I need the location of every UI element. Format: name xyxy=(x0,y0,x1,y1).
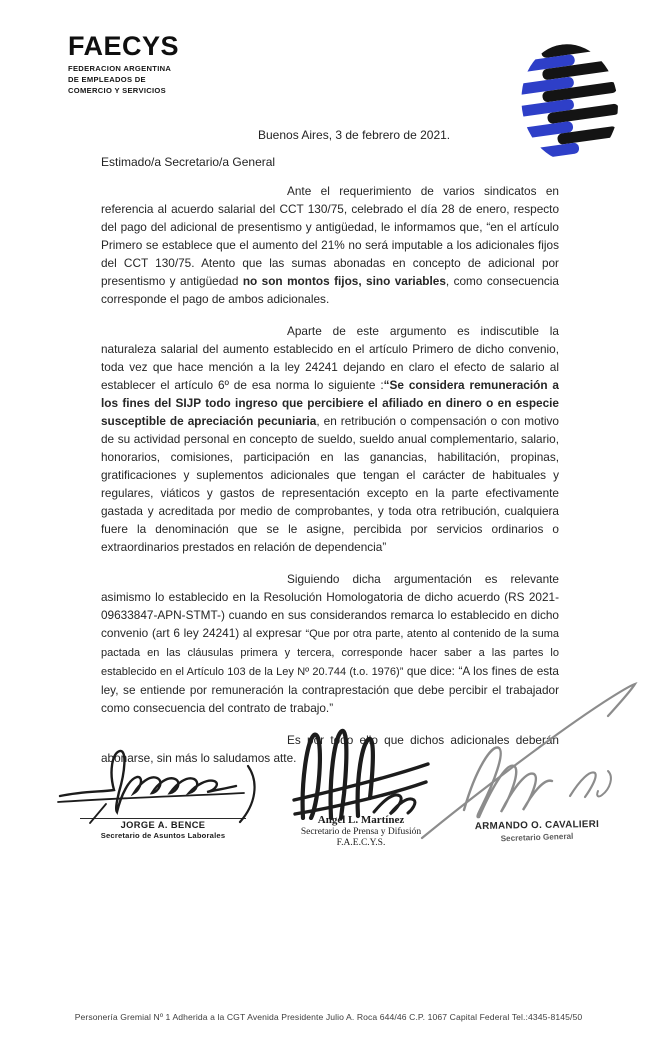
signer-title: Secretario de Prensa y Difusión xyxy=(300,827,422,837)
paragraph-1 xyxy=(101,182,559,308)
p3-resolution-quote: “Que por otra parte, atento al contenido de la suma pactada en las cláusulas primera y tercera, corresponde hacer saber a las partes lo establecido en el Artículo 103 de la Ley Nº 20.744 (t.o. 1976)” xyxy=(101,628,559,678)
signature-scrawl-bence xyxy=(56,746,268,826)
letterhead xyxy=(68,33,179,96)
signer-name: Angel L. Martínez xyxy=(317,814,405,826)
salutation: Estimado/a Secretario/a General xyxy=(101,155,276,169)
p1-bold-text: no son montos fijos, sino variables xyxy=(242,274,446,288)
footer-legal-line: Personería Gremial Nº 1 Adherida a la CGT Avenida Presidente Julio A. Roca 644/46 C.P. 1067 Capital Federal Tel.:4345-8145/50 xyxy=(74,1012,583,1022)
org-name xyxy=(68,63,179,96)
signer-title: Secretario General xyxy=(500,831,574,844)
signature-caption-bence xyxy=(80,818,246,840)
signature-block-bence xyxy=(56,746,274,840)
signature-scrawl-cavalieri xyxy=(410,640,657,845)
p1-text-start: Ante el requerimiento de varios sindicatos en referencia al acuerdo salarial del CCT 130/75, celebrado el día 28 de enero, respecto del pago del adicional de presentismo y antigüedad, le informamos que, “en el artículo Primero se establece que el aumento del 21% no será imputable a los adicionales fijos del CCT 130/75. Atento que las sumas abonadas en concepto de adicional por presentismo y antigüedad xyxy=(101,184,559,288)
signer-title: Secretario de Asuntos Laborales xyxy=(100,831,226,840)
signer-name: ARMANDO O. CAVALIERI xyxy=(474,818,600,833)
closing-paragraph: Es por todo ello que dichos adicionales deberán abonarse, sin más lo saludamos atte. xyxy=(101,733,559,765)
signer-org: F.A.E.C.Y.S. xyxy=(336,838,386,848)
p1-text-end: , como consecuencia corresponde el pago de ambos adicionales. xyxy=(101,274,559,306)
p2-text-end: , en retribución o compensación o con motivo de su actividad personal en concepto de sueldo, sueldo anual complementario, salario, honorarios, comisiones, participación en las ganancias, habilitación, propinas, gratificaciones y suplementos adicionales que tengan el carácter de habituales y regulares, viáticos y gastos de representación excepto en la parte efectivamente gastada y acreditada por medio de comprobantes, y toda otra retribución, cualquiera fuere la denominación que se le asigne, percibida por servicios ordinarios o extraordinarios prestados en relación de dependencia” xyxy=(101,414,559,554)
signer-name: JORGE A. BENCE xyxy=(120,820,206,830)
p3-text-start: Siguiendo dicha argumentación es relevante asimismo lo establecido en la Resolución Homologatoria de dicho acuerdo (RS 2021-09633847-APN-STMT-) cuando en sus considerandos remarca lo establecido en dicho convenio (art 6 ley 24241) al expresar xyxy=(101,572,559,640)
faecys-globe-stamp-icon xyxy=(511,36,630,176)
paragraph-2 xyxy=(101,322,559,556)
org-acronym: FAECYS xyxy=(68,31,180,61)
p3-text-end: que dice: “A los fines de esta ley, se entiende por remuneración la contraprestación que debe percibir el trabajador como consecuencia del contrato de trabajo.” xyxy=(101,664,559,715)
p2-bold-quote: “Se considera remuneración a los fines del SIJP todo ingreso que percibiere el afiliado en dinero o en especie susceptible de apreciación pecuniaria xyxy=(101,378,559,428)
signature-block-cavalieri xyxy=(410,640,657,845)
date-line: Buenos Aires, 3 de febrero de 2021. xyxy=(258,128,451,142)
org-name-line1: FEDERACION ARGENTINA xyxy=(68,64,172,73)
org-name-line3: COMERCIO Y SERVICIOS xyxy=(68,86,166,95)
org-name-line2: DE EMPLEADOS DE xyxy=(68,75,146,84)
p2-text-start: Aparte de este argumento es indiscutible la naturaleza salarial del aumento establecido en el artículo Primero de dicho convenio, toda vez que hace mención a la ley 24241 dejando en claro el efecto de salario al establecer el artículo 6º de esa norma lo siguiente : xyxy=(101,324,559,392)
